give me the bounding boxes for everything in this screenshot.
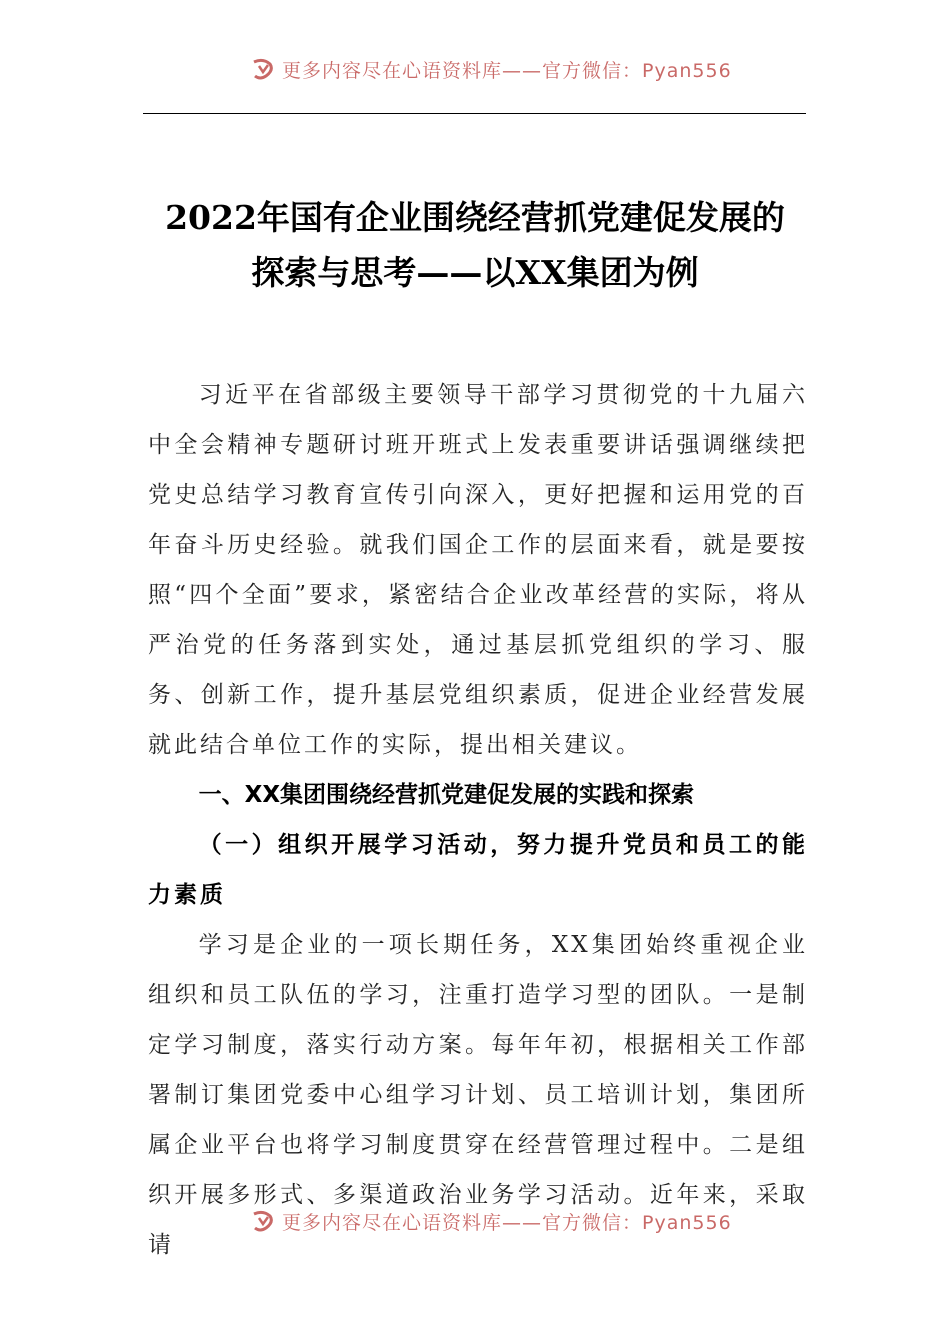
watermark-logo-icon	[250, 1208, 276, 1234]
title-line-1: 2022年国有企业围绕经营抓党建促发展的	[165, 198, 785, 237]
watermark-logo-icon	[250, 56, 276, 82]
header-rule	[143, 113, 806, 114]
watermark-text: 更多内容尽在心语资料库——官方微信：Pyan556	[282, 1211, 732, 1234]
watermark-text: 更多内容尽在心语资料库——官方微信：Pyan556	[282, 59, 732, 82]
subsection-1-heading: （一）组织开展学习活动，努力提升党员和员工的能力素质	[148, 831, 808, 908]
title-line-2: 探索与思考——以XX集团为例	[251, 253, 699, 292]
watermark-header	[250, 55, 732, 83]
document-title	[120, 190, 830, 300]
intro-paragraph: 习近平在省部级主要领导干部学习贯彻党的十九届六中全会精神专题研讨班开班式上发表重要讲话强调继续把党史总结学习教育宣传引向深入，更好把握和运用党的百年奋斗历史经验。就我们国企工作的层面来看，就是要按照“四个全面”要求，紧密结合企业改革经营的实际，将从严治党的任务落到实处，通过基层抓党组织的学习、服务、创新工作，提升基层党组织素质，促进企业经营发展就此结合单位工作的实际，提出相关建议。	[148, 382, 808, 758]
watermark-footer	[250, 1207, 732, 1235]
section-1-heading: 一、XX集团围绕经营抓党建促发展的实践和探索	[198, 782, 695, 808]
document-body	[148, 370, 808, 1270]
subsection-1-paragraph: 学习是企业的一项长期任务，XX集团始终重视企业组织和员工队伍的学习，注重打造学习型的团队。一是制定学习制度，落实行动方案。每年年初，根据相关工作部署制订集团党委中心组学习计划、员工培训计划，集团所属企业平台也将学习制度贯穿在经营管理过程中。二是组织开展多形式、多渠道政治业务学习活动。近年来，采取请	[148, 932, 808, 1258]
